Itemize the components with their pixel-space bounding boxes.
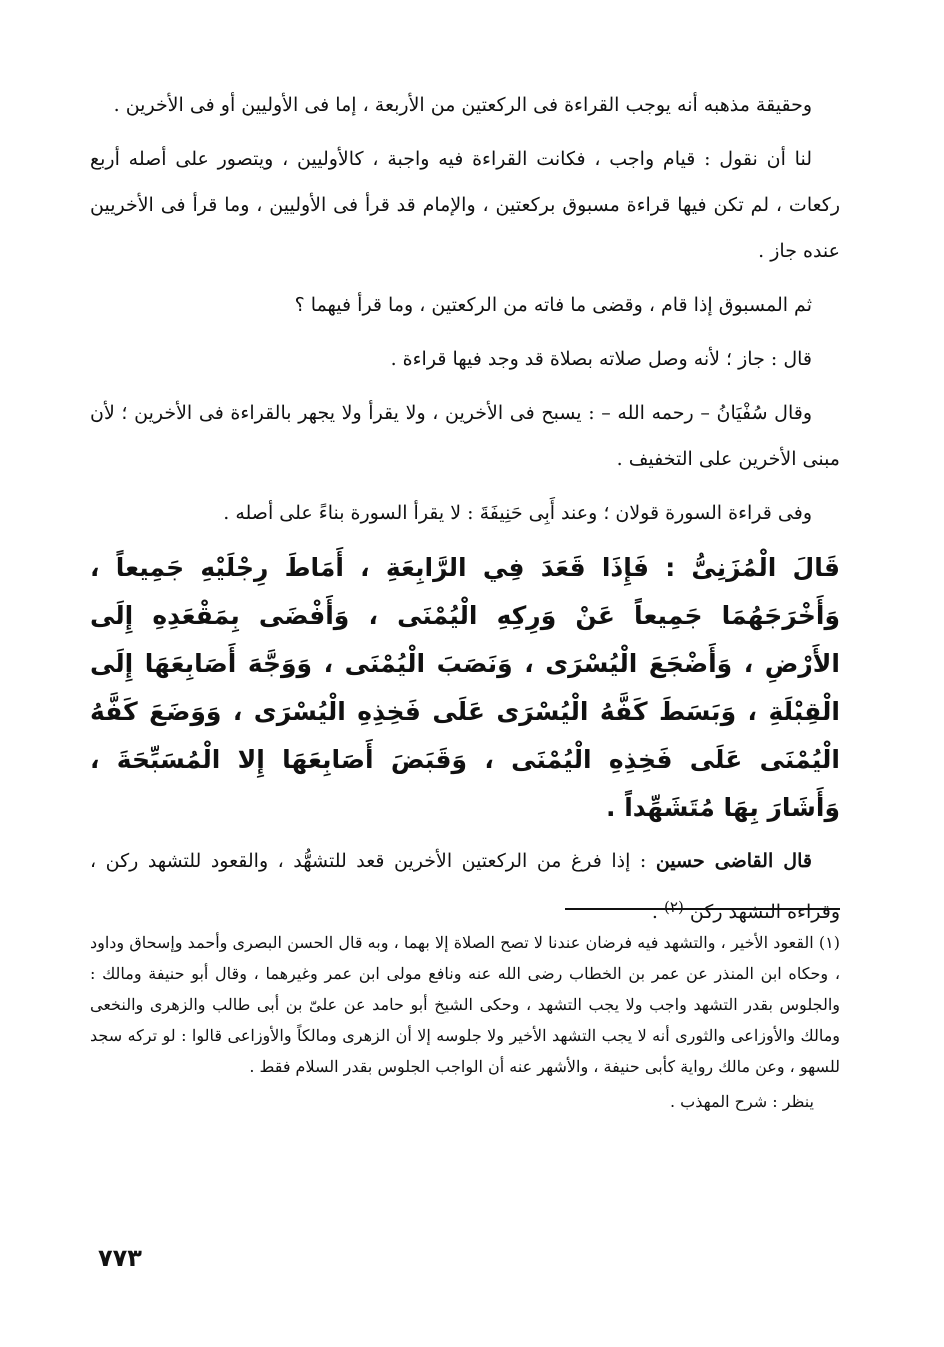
footnote-marker: (٢) bbox=[664, 898, 684, 916]
paragraph-6: وفى قراءة السورة قولان ؛ وعند أَبِى حَنِيفَةَ : لا يقرأ السورة بناءً على أصله . bbox=[223, 502, 812, 524]
footnotes-section bbox=[90, 927, 840, 1117]
commentary-end: . bbox=[651, 901, 665, 923]
book-page bbox=[90, 82, 840, 1312]
paragraph-4: قال : جاز ؛ لأنه وصل صلاته بصلاة قد وجد فيها قراءة . bbox=[390, 348, 812, 370]
footnote-divider bbox=[565, 908, 840, 910]
paragraph-5: وقال سُفْيَانُ – رحمه الله – : يسبح فى الأخرين ، ولا يقرأ ولا يجهر بالقراءة فى الأخرين ؛ لأن مبنى الأخرين على التخفيف . bbox=[90, 402, 840, 470]
footnote-1: (١) القعود الأخير ، والتشهد فيه فرضان عندنا لا تصح الصلاة إلا بهما ، وبه قال الحسن البصرى وأحمد وإسحاق وداود ، وحكاه ابن المنذر عن عمر بن الخطاب رضى الله عنه ونافع مولى ابن عمر وغيرهما ، وقال أبو حنيفة ومالك : والجلوس بقدر التشهد واجب ولا يجب التشهد ، وحكى الشيخ أبو حامد عن علىّ بن أبى طالب والزهرى والنخعى ومالك والأوزاعى والثورى أنه لا يجب التشهد الأخير ولا جلوسه إلا أن الزهرى ومالكاً والأوزاعى قالوا : لو تركه سجد للسهو ، وعن مالك رواية كأبى حنيفة ، والأشهر عنه أن الواجب الجلوس بقدر السلام فقط . bbox=[90, 933, 841, 1076]
commentary-lead: قال القاضى حسين bbox=[655, 850, 812, 872]
commentary-text: : إذا فرغ من الركعتين الأخرين قعد للتشهُّد ، والقعود للتشهد ركن ، وقراءة التشهد ركن bbox=[90, 850, 840, 923]
footnote-source: ينظر : شرح المهذب . bbox=[669, 1092, 814, 1111]
paragraph-2: لنا أن نقول : قيام واجب ، فكانت القراءة فيه واجبة ، كالأوليين ، ويتصور على أصله أربع ركعات ، لم تكن فيها قراءة مسبوق بركعتين ، والإمام قد قرأ فى الأوليين ، وما قرأ فى الأخريين عنده جاز . bbox=[90, 148, 840, 262]
commentary-paragraph bbox=[90, 838, 840, 935]
matn-text: قَالَ الْمُزَنِىُّ : فَإِذَا قَعَدَ فِي الرَّابِعَةِ ، أَمَاطَ رِجْلَيْهِ جَمِيعاً ، وَأَخْرَجَهُمَا جَمِيعاً عَنْ وَرِكِهِ الْيُمْنَى ، وَأَفْضَى بِمَقْعَدِهِ إِلَى الأَرْضِ ، وَأَضْجَعَ الْيُسْرَى ، وَنَصَبَ الْيُمْنَى ، وَوَجَّهَ أَصَابِعَهَا إِلَى الْقِبْلَةِ ، وَبَسَطَ كَفَّهُ الْيُسْرَى عَلَى فَخِذِهِ الْيُسْرَى ، وَوَضَعَ كَفَّهُ الْيُمْنَى عَلَى فَخِذِهِ الْيُمْنَى ، وَقَبَضَ أَصَابِعَهَا إِلا الْمُسَبِّحَةَ ، وَأَشَارَ بِهَا مُتَشَهِّداً . bbox=[90, 553, 840, 822]
page-number: ٧٧٣ bbox=[98, 1244, 142, 1272]
paragraph-1: وحقيقة مذهبه أنه يوجب القراءة فى الركعتين من الأربعة ، إما فى الأوليين أو فى الأخرين . bbox=[113, 94, 812, 116]
paragraph-3: ثم المسبوق إذا قام ، وقضى ما فاته من الركعتين ، وما قرأ فيهما ؟ bbox=[294, 294, 812, 316]
